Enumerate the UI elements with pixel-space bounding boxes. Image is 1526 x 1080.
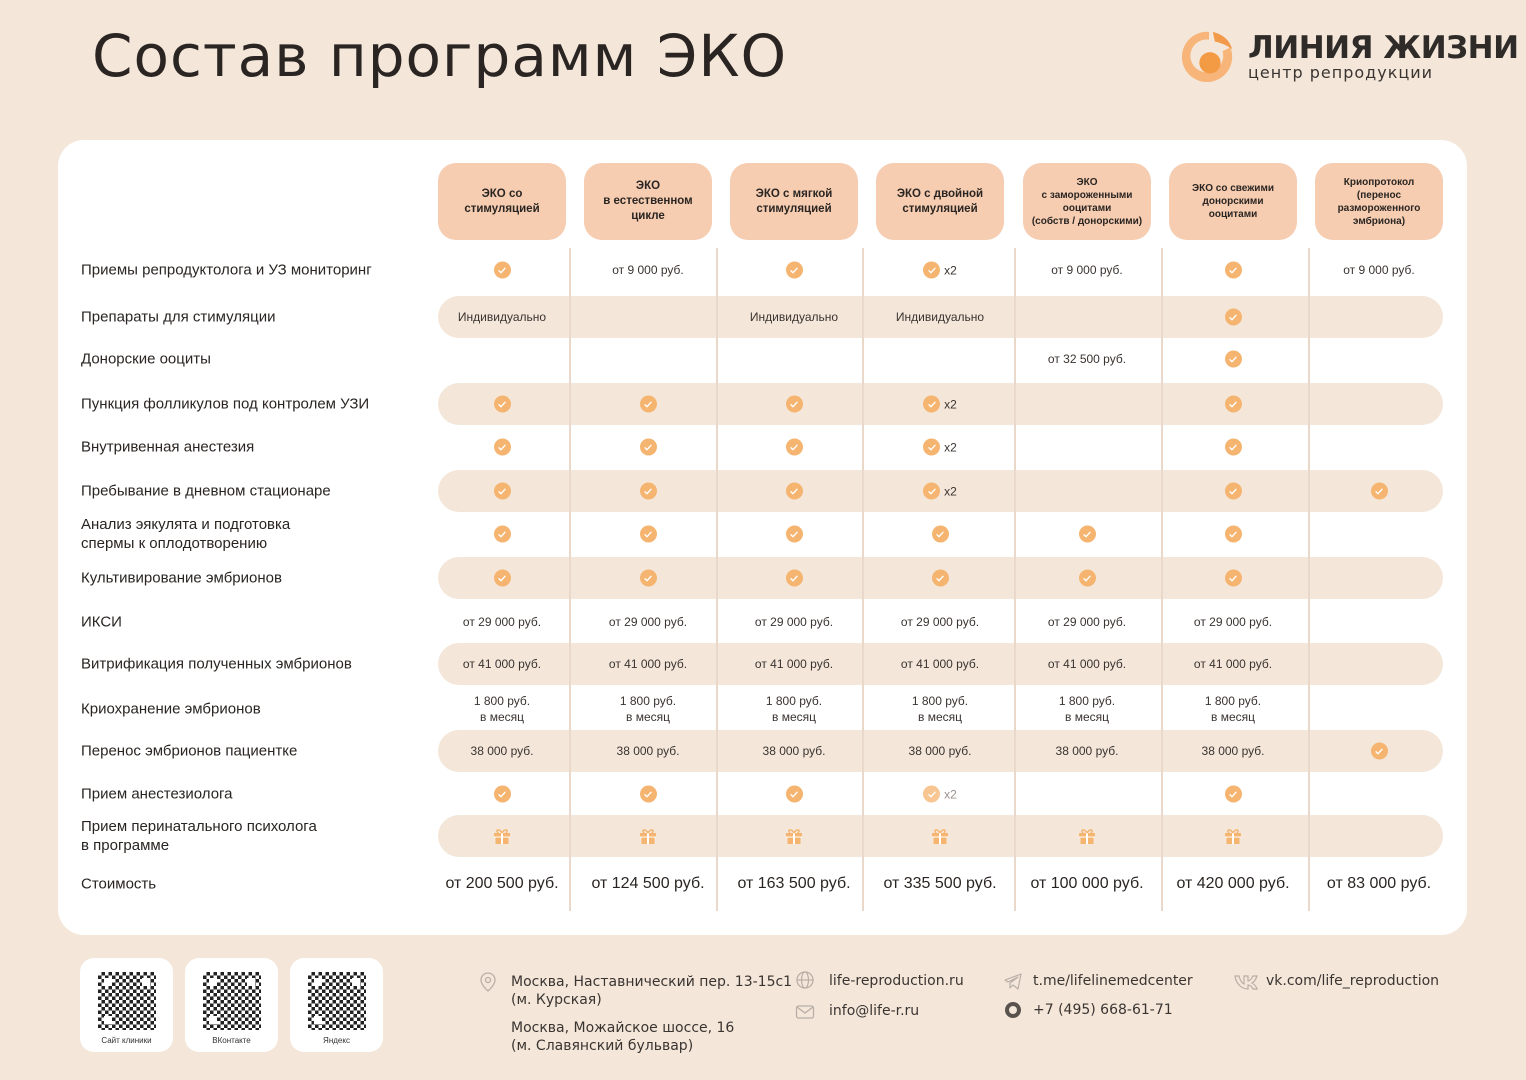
check-icon: [1225, 526, 1242, 543]
check-icon: [1225, 351, 1242, 368]
table-cell: [575, 614, 721, 630]
table-cell: [867, 786, 1013, 803]
cell-text: от 41 000 руб.: [1193, 657, 1273, 671]
logo-name: ЛИНИЯ ЖИЗНИ: [1248, 29, 1519, 66]
column-header-5: ЭКО с замороженными ооцитами (собств / донорскими): [1023, 163, 1151, 240]
table-cell: [575, 396, 721, 413]
row-label: Перенос эмбрионов пациентке: [81, 742, 298, 760]
row-label: Стоимость: [81, 875, 157, 893]
check-icon: [786, 439, 803, 456]
cell-text: 38 000 руб.: [616, 744, 680, 758]
table-cell: [575, 743, 721, 759]
check-icon: [923, 786, 940, 803]
phone-number[interactable]: +7 (495) 668-61-71: [1033, 1002, 1173, 1018]
qr-code-card: [185, 958, 278, 1052]
table-cell: [721, 262, 867, 279]
table-cell: [1014, 614, 1160, 630]
table-cell: [721, 826, 867, 846]
check-icon: [640, 786, 657, 803]
cell-text: 1 800 руб. в месяц: [1204, 694, 1262, 724]
table-cell: [1014, 826, 1160, 846]
table-cell: [429, 743, 575, 759]
table-cell: [429, 396, 575, 413]
table-cell: [429, 309, 575, 325]
cell-text: от 9 000 руб.: [1051, 263, 1123, 277]
gift-icon: [784, 826, 804, 846]
telegram-icon: [1003, 971, 1023, 991]
table-cell: [721, 786, 867, 803]
page-title: Состав программ ЭКО: [92, 22, 788, 90]
cell-text: от 29 000 руб.: [462, 615, 542, 629]
row-label: Витрификация полученных эмбрионов: [81, 655, 352, 673]
table-cell: [867, 526, 1013, 543]
check-icon: [640, 526, 657, 543]
row-label: Пункция фолликулов под контролем УЗИ: [81, 395, 370, 413]
check-icon: [494, 262, 511, 279]
cell-text: от 41 000 руб.: [608, 657, 688, 671]
telegram-link[interactable]: t.me/lifelinemedcenter: [1033, 973, 1193, 989]
column-header-4: ЭКО с двойной стимуляцией: [876, 163, 1004, 240]
row-label: Внутривенная анестезия: [81, 438, 255, 456]
table-cell: [1160, 570, 1306, 587]
table-cell: [1160, 351, 1306, 368]
table-cell: [867, 876, 1013, 892]
program-price: от 124 500 руб.: [591, 875, 705, 892]
table-cell: [1014, 743, 1160, 759]
qr-caption: Яндекс: [323, 1036, 350, 1045]
check-icon: [786, 262, 803, 279]
table-cell: [867, 614, 1013, 630]
cell-text: 38 000 руб.: [762, 744, 826, 758]
table-cell: [721, 656, 867, 672]
table-cell: [1306, 876, 1452, 892]
qr-code-card: [80, 958, 173, 1052]
check-icon: [494, 786, 511, 803]
check-icon: [1079, 570, 1096, 587]
table-cell: [867, 656, 1013, 672]
cell-text: от 41 000 руб.: [900, 657, 980, 671]
qr-code-image: [203, 972, 261, 1030]
table-cell: [721, 309, 867, 325]
check-icon: [923, 439, 940, 456]
table-cell: [429, 876, 575, 892]
cell-text: 1 800 руб. в месяц: [1058, 694, 1116, 724]
table-cell: [1160, 743, 1306, 759]
table-cell: [575, 483, 721, 500]
check-icon: [786, 570, 803, 587]
row-label: Прием анестезиолога: [81, 785, 233, 803]
cell-text: 38 000 руб.: [470, 744, 534, 758]
vk-link[interactable]: vk.com/life_reproduction: [1266, 973, 1440, 989]
program-price: от 420 000 руб.: [1176, 875, 1290, 892]
table-cell: [429, 526, 575, 543]
table-cell: [867, 693, 1013, 725]
check-icon: [494, 396, 511, 413]
cell-text: от 29 000 руб.: [900, 615, 980, 629]
table-cell: [1160, 396, 1306, 413]
multiplier-note: x2: [944, 484, 957, 498]
qr-code-image: [308, 972, 366, 1030]
column-header-2: ЭКО в естественном цикле: [584, 163, 712, 240]
multiplier-note: x2: [944, 787, 957, 801]
table-cell: [867, 396, 1013, 413]
table-cell: [1160, 483, 1306, 500]
check-icon: [640, 439, 657, 456]
multiplier-note: x2: [944, 263, 957, 277]
table-cell: [721, 439, 867, 456]
gift-icon: [492, 826, 512, 846]
table-cell: [867, 483, 1013, 500]
cell-text: 1 800 руб. в месяц: [619, 694, 677, 724]
check-icon: [932, 526, 949, 543]
check-icon: [923, 262, 940, 279]
logo: [1180, 28, 1519, 86]
column-header-6: ЭКО со свежими донорскими ооцитами: [1169, 163, 1297, 240]
table-cell: [1160, 526, 1306, 543]
column-divider: [1308, 248, 1310, 911]
table-cell: [721, 483, 867, 500]
cell-text: от 9 000 руб.: [1343, 263, 1415, 277]
cell-text: Индивидуально: [457, 310, 547, 324]
table-cell: [1306, 262, 1452, 278]
cell-text: от 29 000 руб.: [1193, 615, 1273, 629]
table-cell: [1014, 876, 1160, 892]
programs-table: [58, 140, 1467, 935]
check-icon: [640, 570, 657, 587]
check-icon: [786, 526, 803, 543]
table-cell: [1014, 351, 1160, 367]
table-cell: [575, 656, 721, 672]
table-cell: [1160, 693, 1306, 725]
cell-text: от 29 000 руб.: [608, 615, 688, 629]
table-cell: [429, 786, 575, 803]
table-cell: [1306, 743, 1452, 760]
address-mozhayskoe: Москва, Можайское шоссе, 16 (м. Славянский бульвар): [511, 1020, 735, 1054]
cell-text: 1 800 руб. в месяц: [765, 694, 823, 724]
row-label: ИКСИ: [81, 613, 122, 631]
table-cell: [721, 396, 867, 413]
check-icon: [640, 396, 657, 413]
check-icon: [1225, 439, 1242, 456]
check-icon: [494, 570, 511, 587]
check-icon: [494, 483, 511, 500]
check-icon: [1371, 743, 1388, 760]
column-header-7: Криопротокол (перенос размороженного эмбриона): [1315, 163, 1443, 240]
check-icon: [923, 396, 940, 413]
cell-text: 38 000 руб.: [1201, 744, 1265, 758]
check-icon: [494, 439, 511, 456]
program-price: от 83 000 руб.: [1326, 875, 1432, 892]
row-label: Пребывание в дневном стационаре: [81, 482, 331, 500]
table-cell: [1014, 693, 1160, 725]
gift-icon: [638, 826, 658, 846]
check-icon: [1225, 483, 1242, 500]
table-cell: [429, 656, 575, 672]
cell-text: 38 000 руб.: [908, 744, 972, 758]
phone-icon: [1003, 1000, 1023, 1020]
table-cell: [1160, 826, 1306, 846]
table-cell: [867, 262, 1013, 279]
program-price: от 335 500 руб.: [883, 875, 997, 892]
table-cell: [867, 743, 1013, 759]
cell-text: от 9 000 руб.: [612, 263, 684, 277]
cell-text: от 29 000 руб.: [754, 615, 834, 629]
table-cell: [1160, 786, 1306, 803]
row-label: Препараты для стимуляции: [81, 308, 276, 326]
vk-icon: [1233, 971, 1259, 991]
logo-icon: [1180, 28, 1238, 86]
gift-icon: [1223, 826, 1243, 846]
table-cell: [867, 439, 1013, 456]
table-cell: [575, 570, 721, 587]
table-cell: [575, 786, 721, 803]
table-cell: [721, 743, 867, 759]
table-cell: [1014, 262, 1160, 278]
table-cell: [1160, 876, 1306, 892]
table-cell: [1014, 570, 1160, 587]
program-price: от 100 000 руб.: [1030, 875, 1144, 892]
check-icon: [1371, 483, 1388, 500]
table-cell: [575, 876, 721, 892]
row-label: Приемы репродуктолога и УЗ мониторинг: [81, 261, 372, 279]
table-cell: [721, 876, 867, 892]
column-header-3: ЭКО с мягкой стимуляцией: [730, 163, 858, 240]
cell-text: от 29 000 руб.: [1047, 615, 1127, 629]
check-icon: [494, 526, 511, 543]
qr-caption: ВКонтакте: [212, 1036, 251, 1045]
check-icon: [786, 483, 803, 500]
qr-code-card: [290, 958, 383, 1052]
table-cell: [1160, 262, 1306, 279]
cell-text: 38 000 руб.: [1055, 744, 1119, 758]
qr-code-image: [98, 972, 156, 1030]
check-icon: [923, 483, 940, 500]
check-icon: [1225, 262, 1242, 279]
check-icon: [640, 483, 657, 500]
table-cell: [721, 693, 867, 725]
check-icon: [786, 786, 803, 803]
address-kurskaya: Москва, Наставнический пер. 13-15с1 (м. Курская): [511, 974, 793, 1008]
cell-text: от 41 000 руб.: [462, 657, 542, 671]
cell-text: от 41 000 руб.: [1047, 657, 1127, 671]
table-cell: [721, 526, 867, 543]
check-icon: [1079, 526, 1096, 543]
check-icon: [1225, 396, 1242, 413]
location-pin-icon: [478, 972, 498, 992]
gift-icon: [930, 826, 950, 846]
row-label: Культивирование эмбрионов: [81, 569, 282, 587]
mail-icon: [795, 1002, 815, 1022]
column-header-1: ЭКО со стимуляцией: [438, 163, 566, 240]
check-icon: [786, 396, 803, 413]
table-cell: [1160, 309, 1306, 326]
row-label: Анализ эякулята и подготовка спермы к оплодотворению: [81, 516, 291, 552]
cell-text: Индивидуально: [895, 310, 985, 324]
row-label: Криохранение эмбрионов: [81, 700, 261, 718]
table-cell: [1014, 656, 1160, 672]
table-cell: [721, 570, 867, 587]
cell-text: 1 800 руб. в месяц: [911, 694, 969, 724]
table-cell: [429, 614, 575, 630]
check-icon: [1225, 309, 1242, 326]
email-link[interactable]: info@life-r.ru: [829, 1003, 920, 1019]
table-cell: [1160, 614, 1306, 630]
table-cell: [867, 309, 1013, 325]
row-label: Прием перинатального психолога в программе: [81, 818, 317, 854]
table-cell: [429, 262, 575, 279]
check-icon: [932, 570, 949, 587]
table-cell: [429, 570, 575, 587]
globe-icon: [795, 970, 815, 990]
cell-text: 1 800 руб. в месяц: [473, 694, 531, 724]
program-price: от 163 500 руб.: [737, 875, 851, 892]
gift-icon: [1077, 826, 1097, 846]
check-icon: [1225, 570, 1242, 587]
table-cell: [429, 693, 575, 725]
program-price: от 200 500 руб.: [445, 875, 559, 892]
cell-text: от 41 000 руб.: [754, 657, 834, 671]
table-cell: [575, 262, 721, 278]
table-cell: [867, 570, 1013, 587]
table-cell: [575, 526, 721, 543]
website-link[interactable]: life-reproduction.ru: [829, 973, 964, 989]
logo-subtitle: центр репродукции: [1248, 62, 1434, 82]
table-cell: [429, 826, 575, 846]
table-cell: [429, 483, 575, 500]
table-cell: [575, 693, 721, 725]
table-cell: [1160, 656, 1306, 672]
table-cell: [867, 826, 1013, 846]
table-cell: [575, 826, 721, 846]
check-icon: [1225, 786, 1242, 803]
cell-text: Индивидуально: [749, 310, 839, 324]
table-cell: [1306, 483, 1452, 500]
table-cell: [1160, 439, 1306, 456]
multiplier-note: x2: [944, 440, 957, 454]
multiplier-note: x2: [944, 397, 957, 411]
table-cell: [1014, 526, 1160, 543]
cell-text: от 32 500 руб.: [1047, 352, 1127, 366]
table-cell: [429, 439, 575, 456]
qr-caption: Сайт клиники: [101, 1036, 152, 1045]
table-cell: [721, 614, 867, 630]
table-cell: [575, 439, 721, 456]
row-label: Донорские ооциты: [81, 350, 211, 368]
